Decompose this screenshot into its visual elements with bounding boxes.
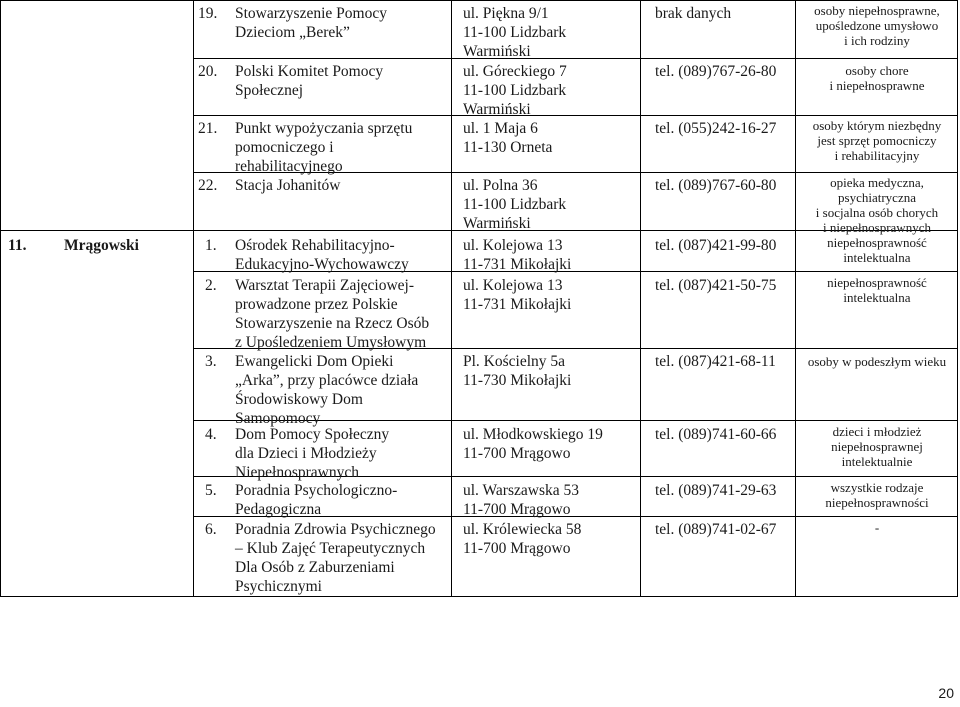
org-name-line: pomocniczego i <box>235 139 334 156</box>
target-group-line: opieka medyczna, <box>830 175 924 190</box>
address-line: 11-100 Lidzbark <box>463 24 567 41</box>
page-number: 20 <box>938 685 954 701</box>
org-name-line: Samopomocy <box>235 410 321 427</box>
address-line: ul. Warszawska 53 <box>463 482 579 499</box>
address-line: 11-130 Orneta <box>463 139 553 156</box>
target-group-line: i rehabilitacyjny <box>834 148 920 163</box>
address-line: 11-700 Mrągowo <box>463 540 571 557</box>
target-group-line: niepełnosprawność <box>827 275 927 290</box>
address-line: 11-731 Mikołajki <box>463 256 572 273</box>
target-group-line: osoby chore <box>845 63 909 78</box>
phone: tel. (089)767-60-80 <box>655 177 777 194</box>
target-group-line: i ich rodziny <box>844 33 910 48</box>
target-group-line: i socjalna osób chorych <box>815 205 939 220</box>
district-name: Mrągowski <box>64 237 139 254</box>
org-name-line: Psychicznymi <box>235 578 322 595</box>
org-name-line: Środowiskowy Dom <box>235 391 363 408</box>
target-group-line: niepełnosprawności <box>825 495 929 510</box>
org-name-line: dla Dzieci i Młodzieży <box>235 445 377 462</box>
target-group-line: i niepełnosprawne <box>829 78 925 93</box>
district-number: 11. <box>8 237 27 254</box>
org-name-line: rehabilitacyjnego <box>235 158 343 175</box>
address-line: 11-100 Lidzbark <box>463 196 567 213</box>
org-name-line: Edukacyjno-Wychowawczy <box>235 256 409 273</box>
phone: tel. (087)421-99-80 <box>655 237 777 254</box>
phone: tel. (055)242-16-27 <box>655 120 777 137</box>
row-number: 1. <box>205 237 217 254</box>
address-line: Warmiński <box>463 215 531 232</box>
address-line: ul. Kolejowa 13 <box>463 277 563 294</box>
phone: tel. (089)741-02-67 <box>655 521 777 538</box>
phone: tel. (087)421-68-11 <box>655 353 776 370</box>
org-name-line: Społecznej <box>235 82 304 99</box>
target-group-line: psychiatryczna <box>838 190 916 205</box>
phone: tel. (087)421-50-75 <box>655 277 777 294</box>
target-group-line: intelektualna <box>843 250 911 265</box>
address-line: ul. Młodkowskiego 19 <box>463 426 603 443</box>
address-line: ul. 1 Maja 6 <box>463 120 538 137</box>
org-name-line: Warsztat Terapii Zajęciowej- <box>235 277 414 294</box>
org-name-line: Ewangelicki Dom Opieki <box>235 353 394 370</box>
address-line: ul. Góreckiego 7 <box>463 63 567 80</box>
org-name-line: Poradnia Zdrowia Psychicznego <box>235 521 436 538</box>
address-line: ul. Królewiecka 58 <box>463 521 582 538</box>
target-group-line: osoby którym niezbędny <box>812 118 942 133</box>
phone: tel. (089)741-60-66 <box>655 426 777 443</box>
address-line: 11-730 Mikołajki <box>463 372 572 389</box>
target-group-line: upośledzone umysłowo <box>815 18 939 33</box>
target-group-line: osoby w podeszłym wieku <box>807 354 947 369</box>
row-number: 4. <box>205 426 217 443</box>
org-name-line: Punkt wypożyczania sprzętu <box>235 120 413 137</box>
target-group-line: dzieci i młodzież <box>832 424 922 439</box>
row-number: 19. <box>198 5 218 22</box>
org-name-line: Poradnia Psychologiczno- <box>235 482 398 499</box>
address-line: ul. Kolejowa 13 <box>463 237 563 254</box>
target-group-line: niepełnosprawnej <box>831 439 923 454</box>
row-number: 2. <box>205 277 217 294</box>
address-line: 11-731 Mikołajki <box>463 296 572 313</box>
address-line: ul. Piękna 9/1 <box>463 5 549 22</box>
org-name-line: – Klub Zajęć Terapeutycznych <box>235 540 426 557</box>
row-number: 6. <box>205 521 217 538</box>
target-group-line: osoby niepełnosprawne, <box>814 3 940 18</box>
address-line: Warmiński <box>463 101 531 118</box>
org-name-line: Stowarzyszenie na Rzecz Osób <box>235 315 430 332</box>
target-group-line: jest sprzęt pomocniczy <box>817 133 937 148</box>
org-name-line: Stowarzyszenie Pomocy <box>235 5 387 22</box>
row-number: 5. <box>205 482 217 499</box>
org-name-line: Pedagogiczna <box>235 501 322 518</box>
org-name-line: „Arka”, przy placówce działa <box>235 372 419 389</box>
address-line: 11-100 Lidzbark <box>463 82 567 99</box>
target-group-line: - <box>874 520 880 535</box>
phone: tel. (089)741-29-63 <box>655 482 777 499</box>
org-name-line: Dzieciom „Berek” <box>235 24 350 41</box>
org-name-line: Ośrodek Rehabilitacyjno- <box>235 237 395 254</box>
phone: tel. (089)767-26-80 <box>655 63 777 80</box>
row-number: 22. <box>198 177 218 194</box>
org-name-line: Polski Komitet Pomocy <box>235 63 384 80</box>
address-line: 11-700 Mrągowo <box>463 445 571 462</box>
target-group-line: wszystkie rodzaje <box>830 480 924 495</box>
address-line: Pl. Kościelny 5a <box>463 353 566 370</box>
org-name-line: Dla Osób z Zaburzeniami <box>235 559 395 576</box>
row-number: 21. <box>198 120 218 137</box>
org-name-line: z Upośledzeniem Umysłowym <box>235 334 427 351</box>
org-name-line: Dom Pomocy Społeczny <box>235 426 390 443</box>
address-line: Warmiński <box>463 43 531 60</box>
target-group-line: i niepełnosprawnych <box>823 220 931 235</box>
row-number: 20. <box>198 63 218 80</box>
address-line: 11-700 Mrągowo <box>463 501 571 518</box>
target-group-line: intelektualnie <box>841 454 913 469</box>
org-name-line: Stacja Johanitów <box>235 177 341 194</box>
phone: brak danych <box>655 5 732 22</box>
target-group-line: intelektualna <box>843 290 911 305</box>
org-name-line: prowadzone przez Polskie <box>235 296 398 313</box>
address-line: ul. Polna 36 <box>463 177 538 194</box>
row-number: 3. <box>205 353 217 370</box>
target-group-line: niepełnosprawność <box>827 235 927 250</box>
org-name-line: Niepełnosprawnych <box>235 464 359 481</box>
